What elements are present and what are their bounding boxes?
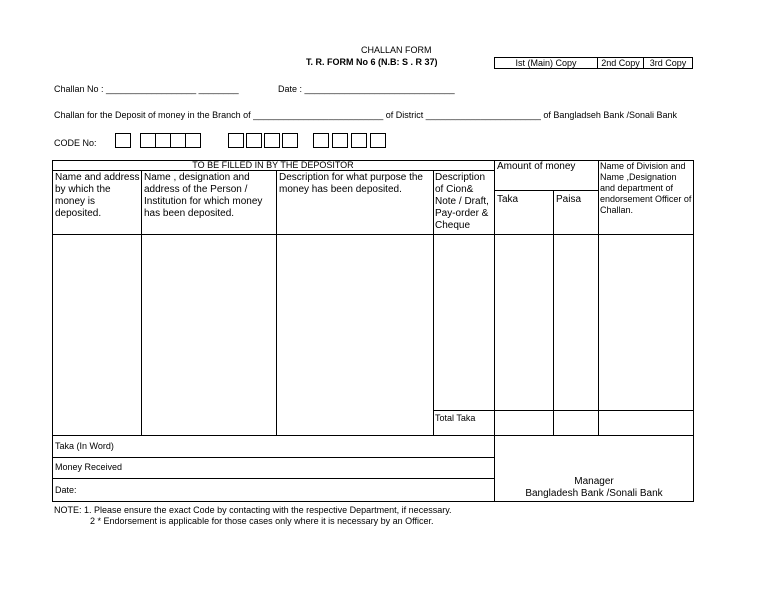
code-box[interactable] bbox=[140, 133, 156, 148]
code-box[interactable] bbox=[351, 133, 367, 148]
col-divider bbox=[553, 190, 554, 435]
col-name-address: Name and address by which the money is deposited. bbox=[55, 172, 140, 219]
copy-main: Ist (Main) Copy bbox=[494, 57, 598, 69]
col-taka: Taka bbox=[497, 194, 519, 205]
date-field[interactable]: Date : ______________________________ bbox=[278, 84, 455, 94]
col-name-designation: Name , designation and address of the Person / Institution for which money has been deposited. bbox=[144, 172, 263, 219]
received-row-bottom bbox=[52, 478, 494, 479]
code-box[interactable] bbox=[155, 133, 171, 148]
deposit-branch-line[interactable]: Challan for the Deposit of money in the Branch of __________________________ of District _______________________ of Bangladseh Bank /Sonali Bank bbox=[54, 110, 677, 120]
note-1: NOTE: 1. Please ensure the exact Code by contacting with the respective Department, if necessary. bbox=[54, 505, 452, 515]
total-taka-cell[interactable] bbox=[495, 411, 552, 434]
copy-second: 2nd Copy bbox=[598, 57, 644, 69]
code-box[interactable] bbox=[185, 133, 201, 148]
note-2: 2 * Endorsement is applicable for those cases only where it is necessary by an Officer. bbox=[90, 516, 434, 526]
code-box[interactable] bbox=[264, 133, 280, 148]
total-paisa-cell[interactable] bbox=[554, 411, 597, 434]
code-box[interactable] bbox=[370, 133, 386, 148]
copy-third: 3rd Copy bbox=[643, 57, 693, 69]
form-title: CHALLAN FORM bbox=[361, 45, 432, 55]
code-box[interactable] bbox=[332, 133, 348, 148]
col-description: Description of Cion& Note / Draft, Pay-order & Cheque bbox=[435, 172, 489, 231]
form-number: T. R. FORM No 6 (N.B: S . R 37) bbox=[306, 57, 438, 67]
money-received-label: Money Received bbox=[55, 462, 123, 472]
word-row-bottom bbox=[52, 457, 494, 458]
col-divider bbox=[494, 160, 495, 502]
col-division: Name of Division and Name ,Designation and department of endorsement Officer of Challan. bbox=[600, 161, 692, 215]
total-row-bottom bbox=[52, 435, 694, 436]
code-label: CODE No: bbox=[54, 138, 97, 148]
col-paisa: Paisa bbox=[556, 194, 582, 205]
code-box[interactable] bbox=[170, 133, 186, 148]
depositor-header: TO BE FILLED IN BY THE DEPOSITOR bbox=[192, 160, 354, 170]
total-taka-label: Total Taka bbox=[435, 413, 476, 423]
amount-subheader-line bbox=[494, 190, 598, 191]
deposit-entry-area[interactable] bbox=[53, 235, 493, 410]
bank-name: Bangladesh Bank /Sonali Bank bbox=[525, 488, 663, 499]
code-box[interactable] bbox=[115, 133, 131, 148]
col-divider bbox=[598, 160, 599, 435]
taka-in-word-label: Taka (In Word) bbox=[55, 441, 114, 451]
code-box[interactable] bbox=[246, 133, 262, 148]
col-amount: Amount of money bbox=[497, 161, 576, 172]
challan-no-field[interactable]: Challan No : __________________ ________ bbox=[54, 84, 239, 94]
code-box[interactable] bbox=[282, 133, 298, 148]
date-label: Date: bbox=[55, 485, 77, 495]
col-purpose: Description for what purpose the money has been deposited. bbox=[279, 172, 423, 195]
code-box[interactable] bbox=[313, 133, 329, 148]
code-box[interactable] bbox=[228, 133, 244, 148]
header-divider bbox=[52, 170, 494, 171]
manager-label: Manager bbox=[574, 476, 614, 487]
